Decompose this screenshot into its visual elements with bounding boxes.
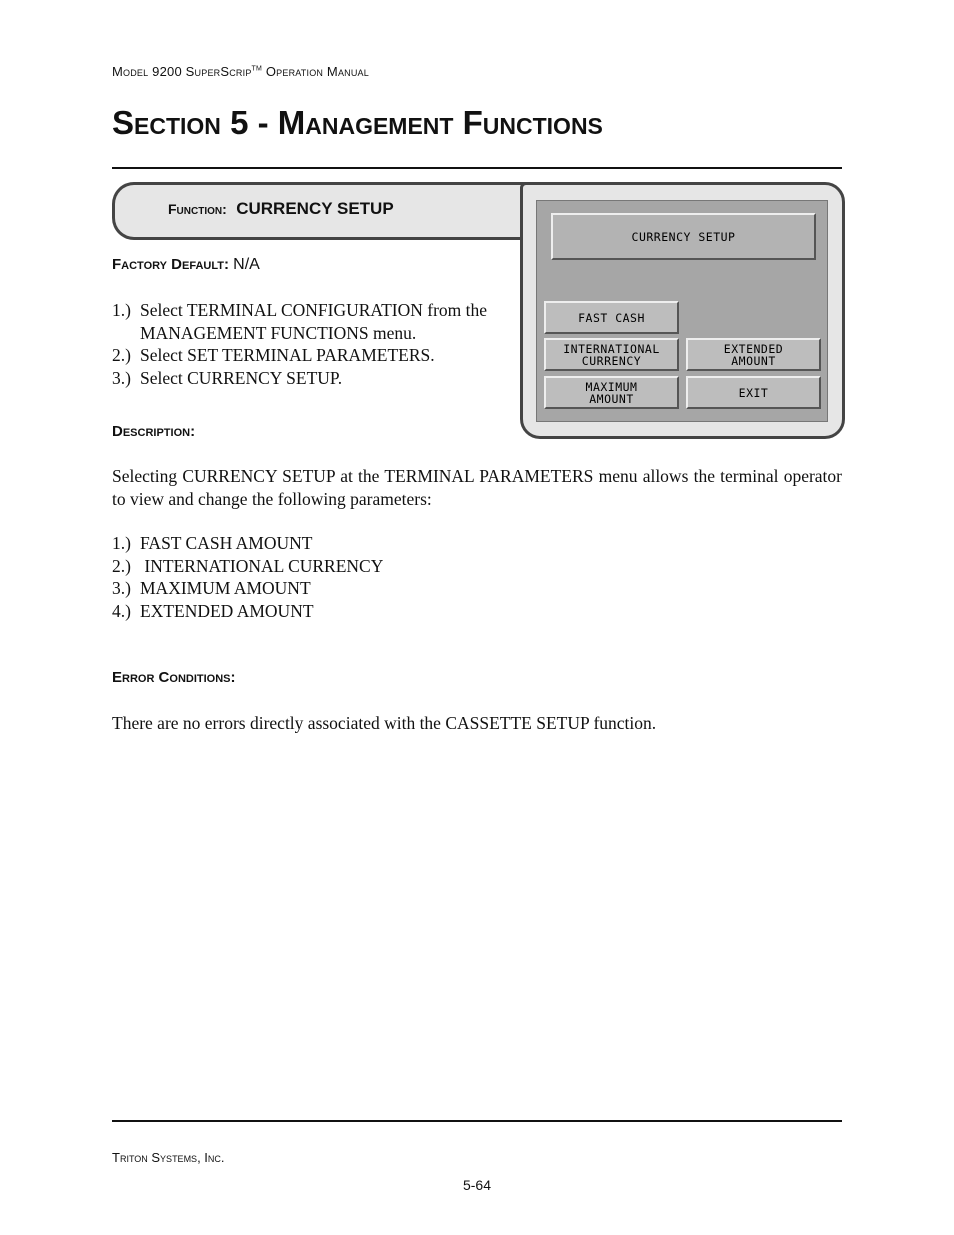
- function-label: Function:: [168, 201, 227, 217]
- parameter-number: 2.): [112, 555, 131, 576]
- step-item: [112, 344, 522, 367]
- step-text: Select CURRENCY SETUP.: [140, 367, 343, 388]
- step-text: Select SET TERMINAL PARAMETERS.: [140, 345, 435, 365]
- parameter-number: 1.): [112, 533, 131, 553]
- fast-cash-button[interactable]: FAST CASH: [544, 301, 679, 334]
- parameter-list: [112, 532, 612, 622]
- manual-title-b: Operation Manual: [262, 64, 369, 79]
- parameter-number: 3.): [112, 578, 131, 598]
- footer-rule: [112, 1120, 842, 1122]
- parameter-text: INTERNATIONAL CURRENCY: [140, 555, 384, 576]
- steps-list: [112, 299, 522, 389]
- screen-title: CURRENCY SETUP: [551, 213, 816, 260]
- step-number: 3.): [112, 367, 131, 388]
- parameter-item: [112, 532, 612, 555]
- function-name: CURRENCY SETUP: [236, 199, 394, 218]
- section-title: Section 5 - Management Functions: [112, 104, 603, 141]
- parameter-text: FAST CASH AMOUNT: [140, 533, 313, 553]
- manual-title-a: Model 9200 SuperScrip: [112, 64, 252, 79]
- extended-amount-button[interactable]: EXTENDED AMOUNT: [686, 338, 821, 371]
- header-rule: [112, 167, 842, 169]
- error-conditions-text: There are no errors directly associated with the CASSETTE SETUP function.: [112, 713, 657, 733]
- parameter-text: EXTENDED AMOUNT: [140, 600, 314, 621]
- trademark-mark: TM: [251, 65, 263, 73]
- maximum-amount-button[interactable]: MAXIMUM AMOUNT: [544, 376, 679, 409]
- error-conditions-label: Error Conditions:: [112, 669, 236, 686]
- factory-default-value: N/A: [233, 256, 260, 273]
- factory-default: [112, 256, 260, 274]
- step-number: 2.): [112, 345, 131, 365]
- parameter-item: [112, 577, 612, 600]
- description-label: Description:: [112, 423, 196, 440]
- parameter-text: MAXIMUM AMOUNT: [140, 578, 311, 598]
- company-name: Triton Systems, Inc.: [112, 1150, 225, 1165]
- page-number: 5-64: [462, 1177, 492, 1193]
- manual-header: [112, 64, 369, 79]
- description-paragraph: Selecting CURRENCY SETUP at the TERMINAL PARAMETERS menu allows the terminal operator to view and change the following parameters:: [112, 466, 842, 509]
- factory-default-label: Factory Default:: [112, 256, 229, 273]
- step-text: Select TERMINAL CONFIGURATION from the MANAGEMENT FUNCTIONS menu.: [140, 300, 488, 343]
- step-item: [112, 367, 522, 390]
- function-heading: [168, 199, 394, 219]
- exit-button[interactable]: EXIT: [686, 376, 821, 409]
- step-number: 1.): [112, 300, 131, 320]
- parameter-number: 4.): [112, 600, 131, 621]
- parameter-item: [112, 600, 612, 623]
- step-item: [112, 299, 522, 344]
- parameter-item: [112, 555, 612, 578]
- international-currency-button[interactable]: INTERNATIONAL CURRENCY: [544, 338, 679, 371]
